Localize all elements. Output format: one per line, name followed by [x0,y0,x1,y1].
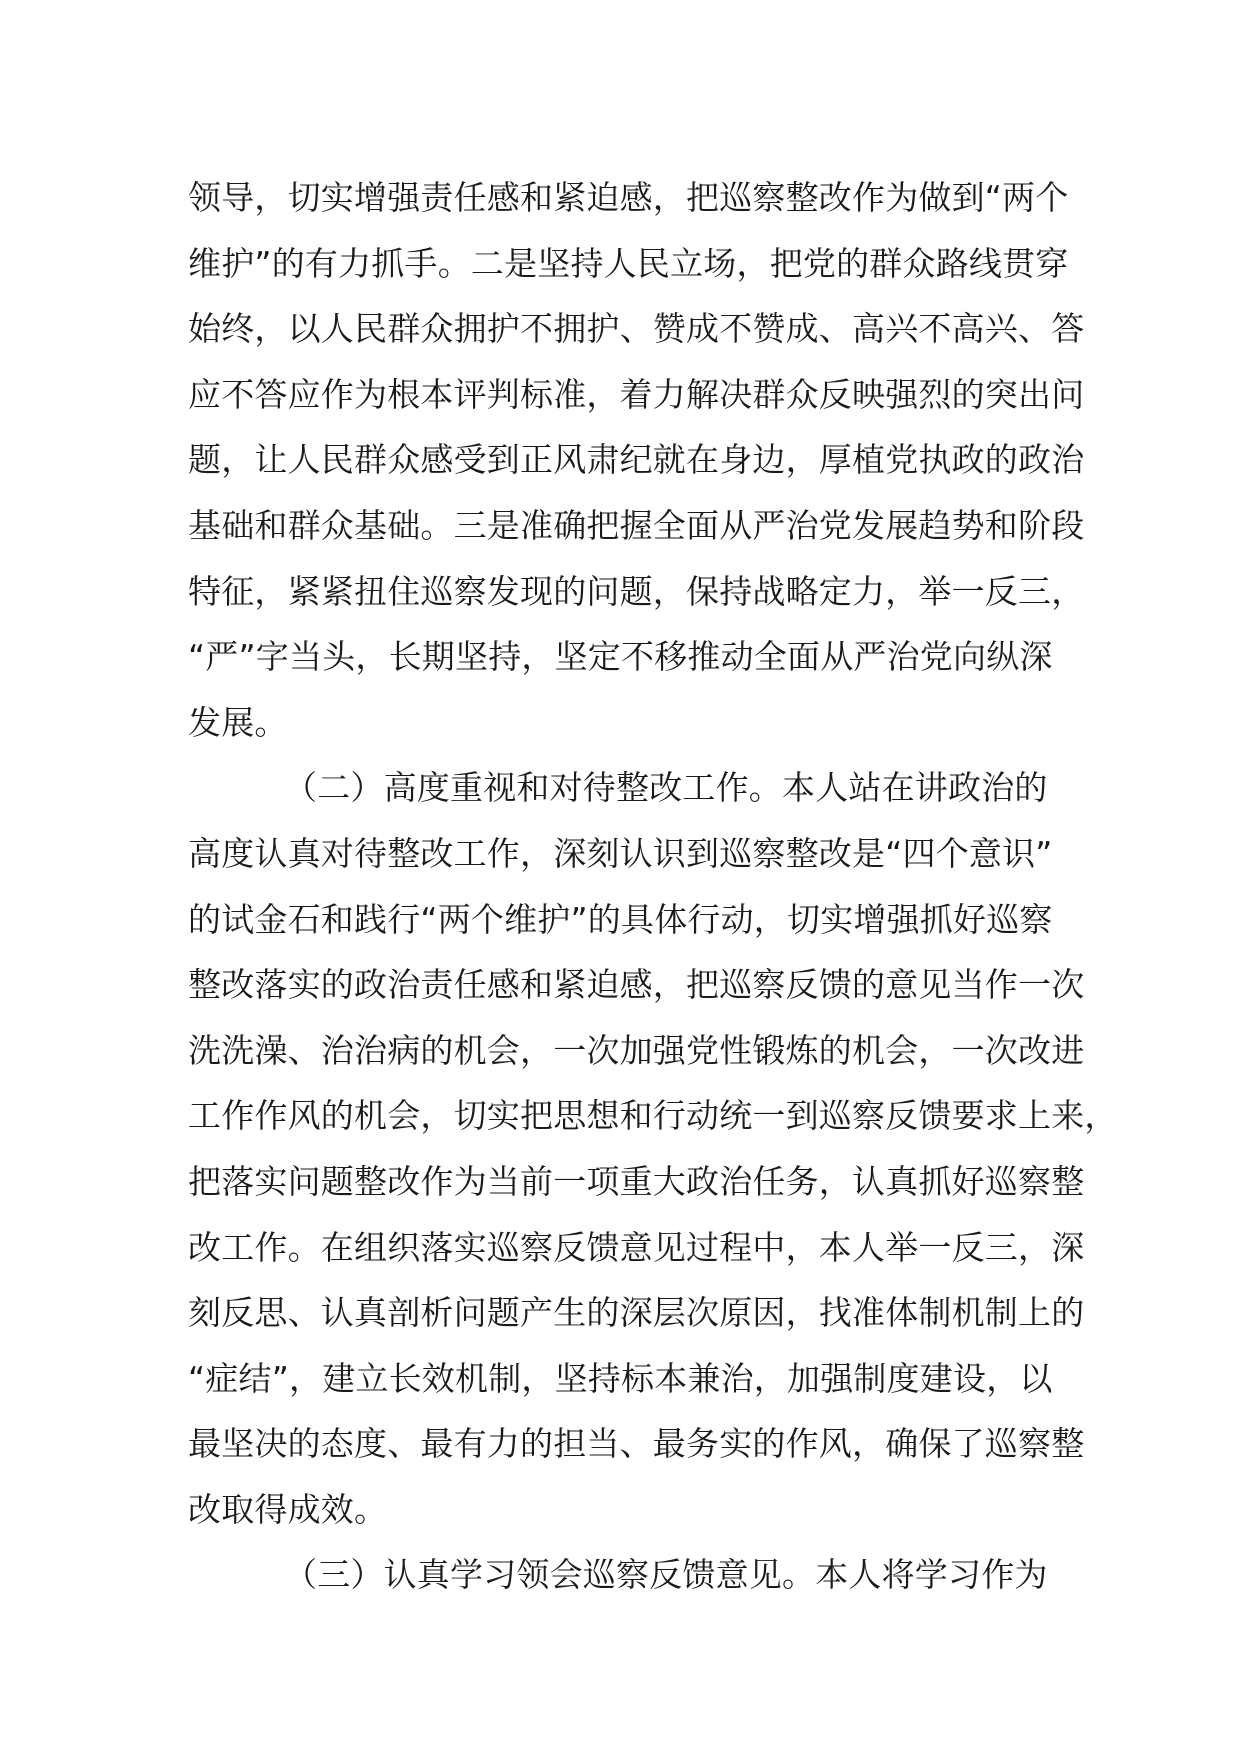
text-line: 工作作风的机会，切实把思想和行动统一到巡察反馈要求上来， [188,1096,1118,1136]
text-line: 维护”的有力抓手。二是坚持人民立场，把党的群众路线贯穿 [188,243,1069,283]
text-line: “严”字当头，长期坚持，坚定不移推动全面从严治党向纵深 [188,637,1053,677]
text-line: 发展。 [188,702,288,742]
text-line: 改工作。在组织落实巡察反馈意见过程中，本人举一反三，深 [188,1227,1085,1267]
text-line: 洗洗澡、治治病的机会，一次加强党性锻炼的机会，一次改进 [188,1030,1085,1070]
body-text [188,165,1118,1608]
text-line: 刻反思、认真剖析问题产生的深层次原因，找准体制机制上的 [188,1293,1085,1333]
text-line: 基础和群众基础。三是准确把握全面从严治党发展趋势和阶段 [188,505,1085,545]
text-line: 把落实问题整改作为当前一项重大政治任务，认真抓好巡察整 [188,1161,1085,1201]
text-line: 领导，切实增强责任感和紧迫感，把巡察整改作为做到“两个 [188,178,1069,217]
text-line: 最坚决的态度、最有力的担当、最务实的作风，确保了巡察整 [188,1424,1085,1464]
text-line: 题，让人民群众感受到正风肃纪就在身边，厚植党执政的政治 [188,440,1085,480]
text-line: 始终，以人民群众拥护不拥护、赞成不赞成、高兴不高兴、答 [188,309,1085,349]
text-line: 改取得成效。 [188,1489,388,1529]
text-line: 高度认真对待整改工作，深刻认识到巡察整改是“四个意识” [188,833,1053,873]
text-line: 整改落实的政治责任感和紧迫感，把巡察反馈的意见当作一次 [188,965,1085,1005]
text-line: “症结”，建立长效机制，坚持标本兼治，加强制度建设，以 [188,1358,1053,1398]
section-heading-line: （三）认真学习领会巡察反馈意见。本人将学习作为 [284,1555,1048,1595]
text-line: 特征，紧紧扭住巡察发现的问题，保持战略定力，举一反三， [188,571,1085,611]
text-line: 应不答应作为根本评判标准，着力解决群众反映强烈的突出问 [188,374,1085,414]
section-heading-line: （二）高度重视和对待整改工作。本人站在讲政治的 [284,768,1048,808]
text-line: 的试金石和践行“两个维护”的具体行动，切实增强抓好巡察 [188,899,1053,939]
